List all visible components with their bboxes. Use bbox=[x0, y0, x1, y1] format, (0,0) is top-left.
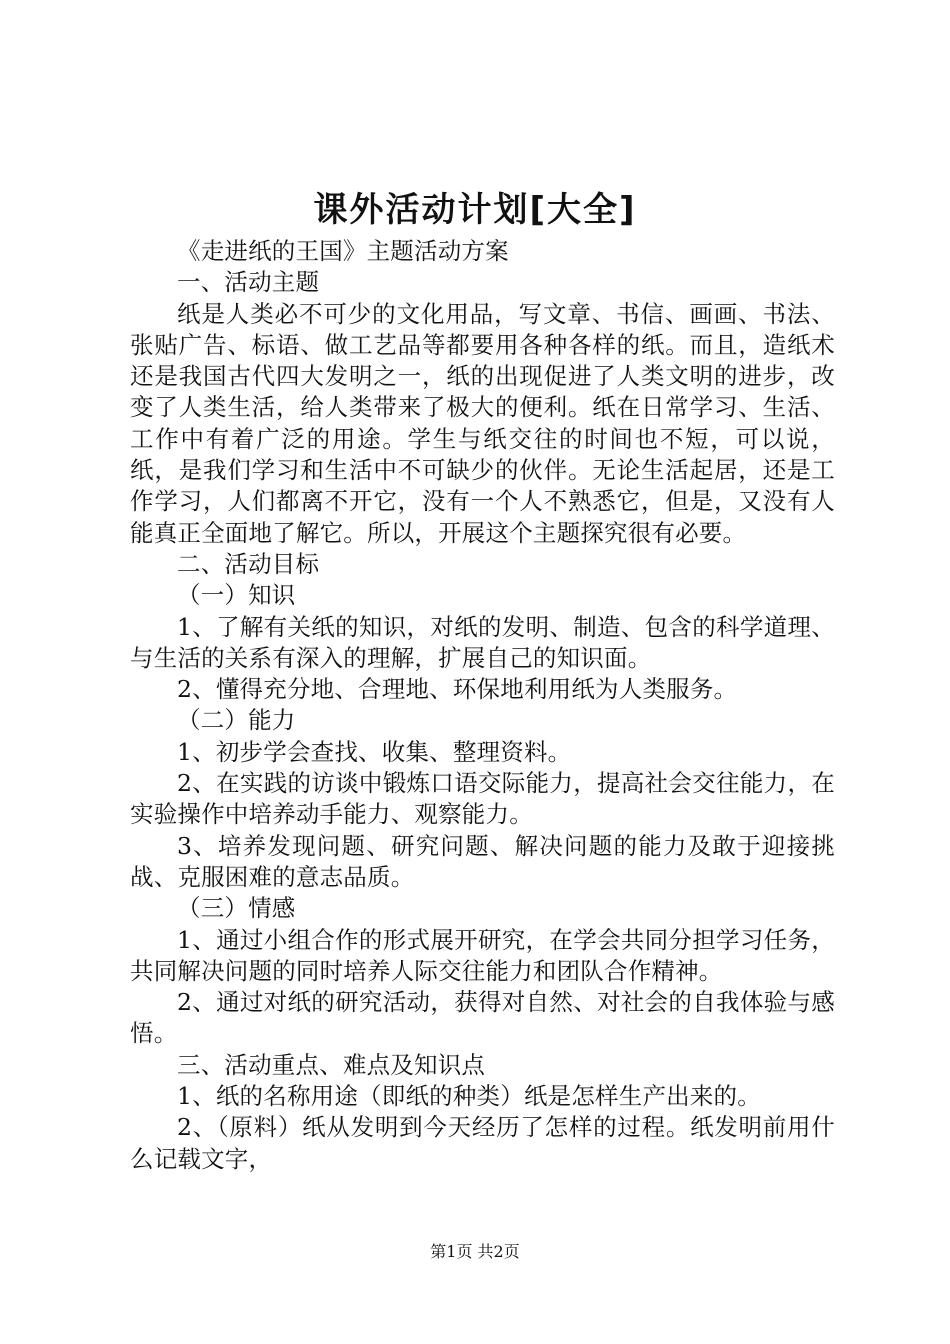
document-title: 课外活动计划[大全] bbox=[313, 190, 637, 230]
section-heading-key-points: 三、活动重点、难点及知识点 bbox=[177, 1050, 486, 1079]
key-point-item-2: 2、（原料）纸从发明到今天经历了怎样的过程。纸发明前用什么记载文字， bbox=[130, 1113, 835, 1173]
ability-item-1: 1、初步学会查找、收集、整理资料。 bbox=[177, 737, 572, 766]
knowledge-item-2: 2、懂得充分地、合理地、环保地利用纸为人类服务。 bbox=[177, 675, 738, 704]
section-heading-theme: 一、活动主题 bbox=[177, 268, 320, 297]
key-point-item-1: 1、纸的名称用途（即纸的种类）纸是怎样生产出来的。 bbox=[177, 1082, 761, 1111]
emotion-item-1: 1、通过小组合作的形式展开研究，在学会共同分担学习任务，共同解决问题的同时培养人际交往能力和团队合作精神。 bbox=[130, 925, 835, 985]
ability-item-3: 3、培养发现问题、研究问题、解决问题的能力及敢于迎接挑战、克服困难的意志品质。 bbox=[130, 831, 835, 891]
subheading-knowledge: （一）知识 bbox=[177, 581, 296, 610]
subheading-emotion: （三）情感 bbox=[177, 894, 296, 923]
emotion-item-2: 2、通过对纸的研究活动，获得对自然、对社会的自我体验与感悟。 bbox=[130, 988, 835, 1048]
theme-paragraph: 纸是人类必不可少的文化用品，写文章、书信、画画、书法、张贴广告、标语、做工艺品等都要用各种各样的纸。而且，造纸术还是我国古代四大发明之一，纸的出现促进了人类文明的进步，改变了人类生活，给人类带来了极大的便利。纸在日常学习、生活、工作中有着广泛的用途。学生与纸交往的时间也不短，可以说，纸，是我们学习和生活中不可缺少的伙伴。无论生活起居，还是工作学习，人们都离不开它，没有一个人不熟悉它，但是，又没有人能真正全面地了解它。所以，开展这个主题探究很有必要。 bbox=[130, 299, 835, 547]
subheading-ability: （二）能力 bbox=[177, 706, 296, 735]
ability-item-2: 2、在实践的访谈中锻炼口语交际能力，提高社会交往能力，在实验操作中培养动手能力、观察能力。 bbox=[130, 769, 835, 829]
plan-subtitle: 《走进纸的王国》主题活动方案 bbox=[177, 237, 509, 265]
page-footer: 第1页 共2页 bbox=[430, 1242, 520, 1261]
document-body bbox=[130, 236, 835, 1175]
knowledge-item-1: 1、了解有关纸的知识，对纸的发明、制造、包含的科学道理、与生活的关系有深入的理解，扩展自己的知识面。 bbox=[130, 612, 835, 672]
section-heading-goals: 二、活动目标 bbox=[177, 549, 320, 578]
